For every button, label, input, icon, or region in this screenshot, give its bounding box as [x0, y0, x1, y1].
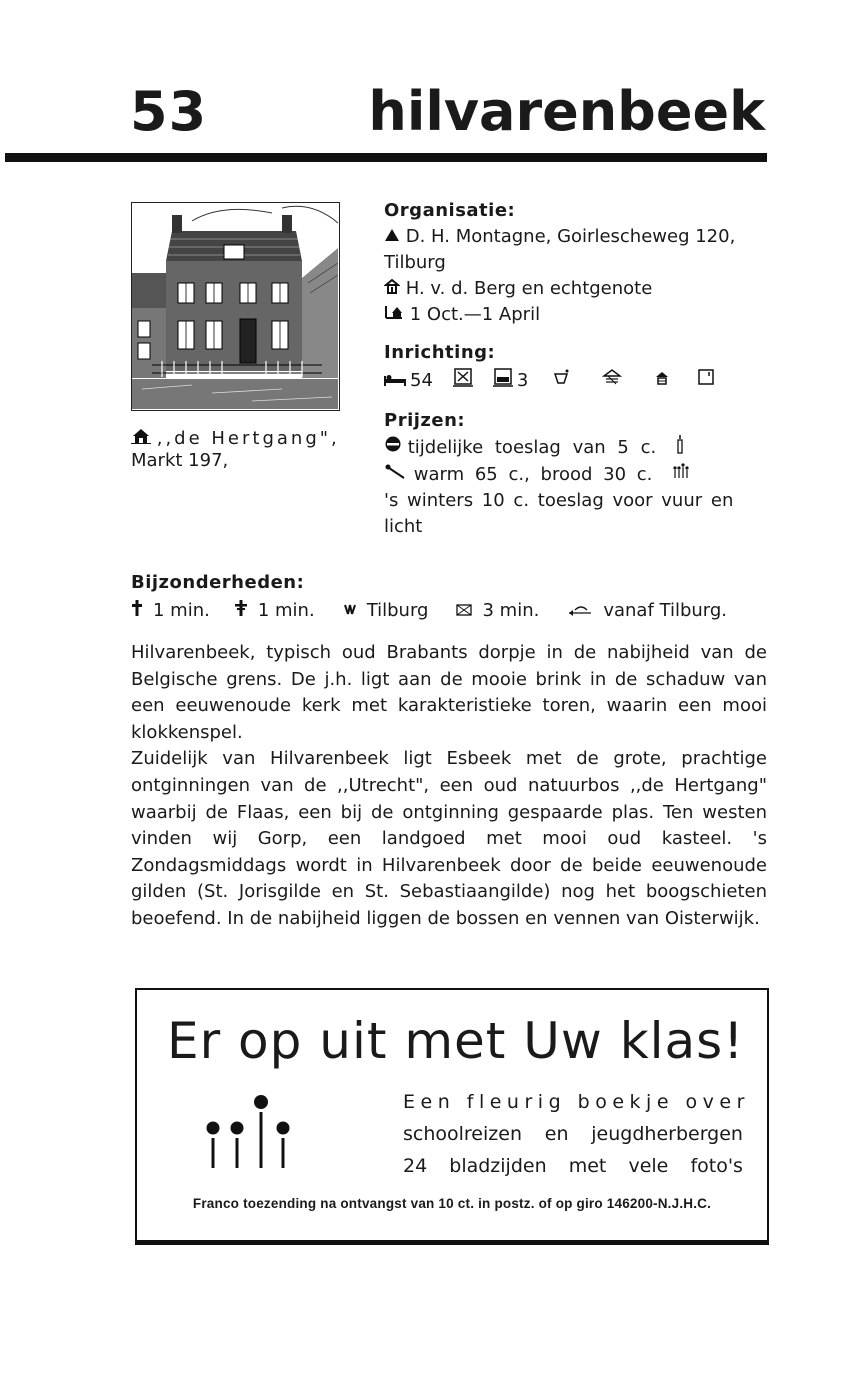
- header-rule: [5, 153, 767, 162]
- prijzen-line-3: 's winters 10 c. toeslag voor vuur en: [384, 490, 734, 511]
- rooms-group: [493, 367, 528, 395]
- advert-word: bladzijden: [449, 1155, 547, 1177]
- beds-group: [384, 368, 433, 394]
- church-cross-icon: [131, 599, 143, 622]
- warden-row: [384, 276, 769, 302]
- advert-word: 24: [403, 1155, 428, 1177]
- train-station-icon: [343, 600, 357, 621]
- advert-line-1: Een fleurig boekje over: [403, 1091, 750, 1113]
- locker-icon: [698, 368, 714, 394]
- bus-origin: vanaf Tilburg.: [603, 600, 728, 621]
- hostel-caption: [131, 428, 371, 472]
- warden-name: H. v. d. Berg en echtgenote: [405, 278, 653, 299]
- meals-icon: [602, 368, 622, 394]
- church-alt-distance: 1 min.: [257, 600, 315, 621]
- page-number: 53: [130, 80, 208, 143]
- advert-box: [135, 988, 769, 1242]
- youth-figures-icon: [672, 462, 690, 488]
- facility-row: [384, 366, 769, 396]
- advert-word: en: [544, 1123, 569, 1145]
- bijzonderheden-row: [131, 599, 771, 622]
- advert-word: foto's: [690, 1155, 743, 1177]
- advert-title: Er op uit met Uw klas!: [167, 1012, 745, 1070]
- season-row: [384, 302, 769, 328]
- youth-figures-logo: [201, 1092, 297, 1174]
- bus-route-icon: [567, 600, 593, 621]
- hostel-illustration: [131, 202, 340, 411]
- organisatie-heading: Organisatie:: [384, 200, 516, 221]
- organisatie-owner-city: Tilburg: [384, 252, 446, 273]
- meal-prices: warm 65 c., brood 30 c.: [413, 464, 653, 485]
- warm-meal-icon: [384, 462, 408, 488]
- hostel-name-row: [131, 428, 371, 450]
- candle-icon: [676, 434, 684, 462]
- prijzen-line-1: [384, 434, 769, 462]
- surcharge-icon: [384, 435, 402, 461]
- shelter-icon: [654, 368, 670, 394]
- advert-footer: Franco toezending na ontvangst van 10 ct. in postz. of op giro 146200-N.J.H.C.: [192, 1196, 712, 1211]
- post-office-icon: [456, 600, 472, 621]
- organisatie-owner: D. H. Montagne, Goirlescheweg 120,: [405, 226, 736, 247]
- hostel-house-icon: [131, 428, 151, 450]
- post-distance: 3 min.: [482, 600, 540, 621]
- organisatie-owner-row: [384, 224, 769, 250]
- beds-count: 54: [410, 370, 433, 391]
- advert-text: [403, 1086, 750, 1182]
- page-title: hilvarenbeek: [368, 80, 765, 143]
- church-alt-icon: [234, 599, 248, 622]
- advert-word: jeugdherbergen: [591, 1123, 743, 1145]
- advert-word: met: [568, 1155, 607, 1177]
- house-keeper-icon: [384, 276, 400, 302]
- washroom-icon: [453, 367, 473, 395]
- prijzen-line-4: licht: [384, 516, 423, 537]
- church-distance: 1 min.: [153, 600, 210, 621]
- advert-word: schoolreizen: [403, 1123, 522, 1145]
- triangle-icon: [384, 224, 400, 250]
- prijzen-line-2: [384, 462, 769, 488]
- station-name: Tilburg: [366, 600, 429, 621]
- advert-word: vele: [628, 1155, 669, 1177]
- info-column: [384, 198, 769, 540]
- advert-line-2: [403, 1118, 743, 1150]
- bijzonderheden: [131, 572, 771, 622]
- calendar-icon: [384, 302, 404, 328]
- season-dates: 1 Oct.—1 April: [409, 304, 541, 325]
- advert-line-3: [403, 1150, 743, 1182]
- bed-icon: [384, 368, 406, 394]
- rooms-count: 3: [516, 370, 529, 391]
- inrichting-heading: Inrichting:: [384, 342, 496, 363]
- description-paragraph-2: Zuidelijk van Hilvarenbeek ligt Esbeek met de grote, prachtige ontginningen van de ,,Utrecht", een oud natuurbos ,,de Hertgang" waarbij de Flaas, een bij de ontginning gespaarde plas. Ten westen vinden wij Gorp, een landgoed met mooi oud kasteel. 's Zondagsmiddags wordt in Hilvarenbeek door de beide eeuwenoude gilden (St. Jorisgilde en St. Sebastiaangilde) nog het boogschieten beoefend. In de nabijheid liggen de bossen en vennen van Oisterwijk.: [131, 748, 767, 929]
- hostel-address: Markt 197,: [131, 450, 229, 471]
- description-paragraph-1: Hilvarenbeek, typisch oud Brabants dorpje in de nabijheid van de Belgische grens. De j.h. ligt aan de mooie brink in de schaduw van een eeuwenoude kerk met karakteristieke toren, waarin een mooi klokkenspel.: [131, 642, 767, 743]
- bijzonderheden-heading: Bijzonderheden:: [131, 572, 305, 593]
- hostel-name: ,,de Hertgang",: [156, 428, 340, 449]
- prijzen-heading: Prijzen:: [384, 410, 466, 431]
- room-icon: [493, 367, 513, 395]
- description: [131, 640, 767, 933]
- cooking-pot-icon: [552, 368, 570, 394]
- surcharge-text: tijdelijke toeslag van 5 c.: [407, 437, 657, 458]
